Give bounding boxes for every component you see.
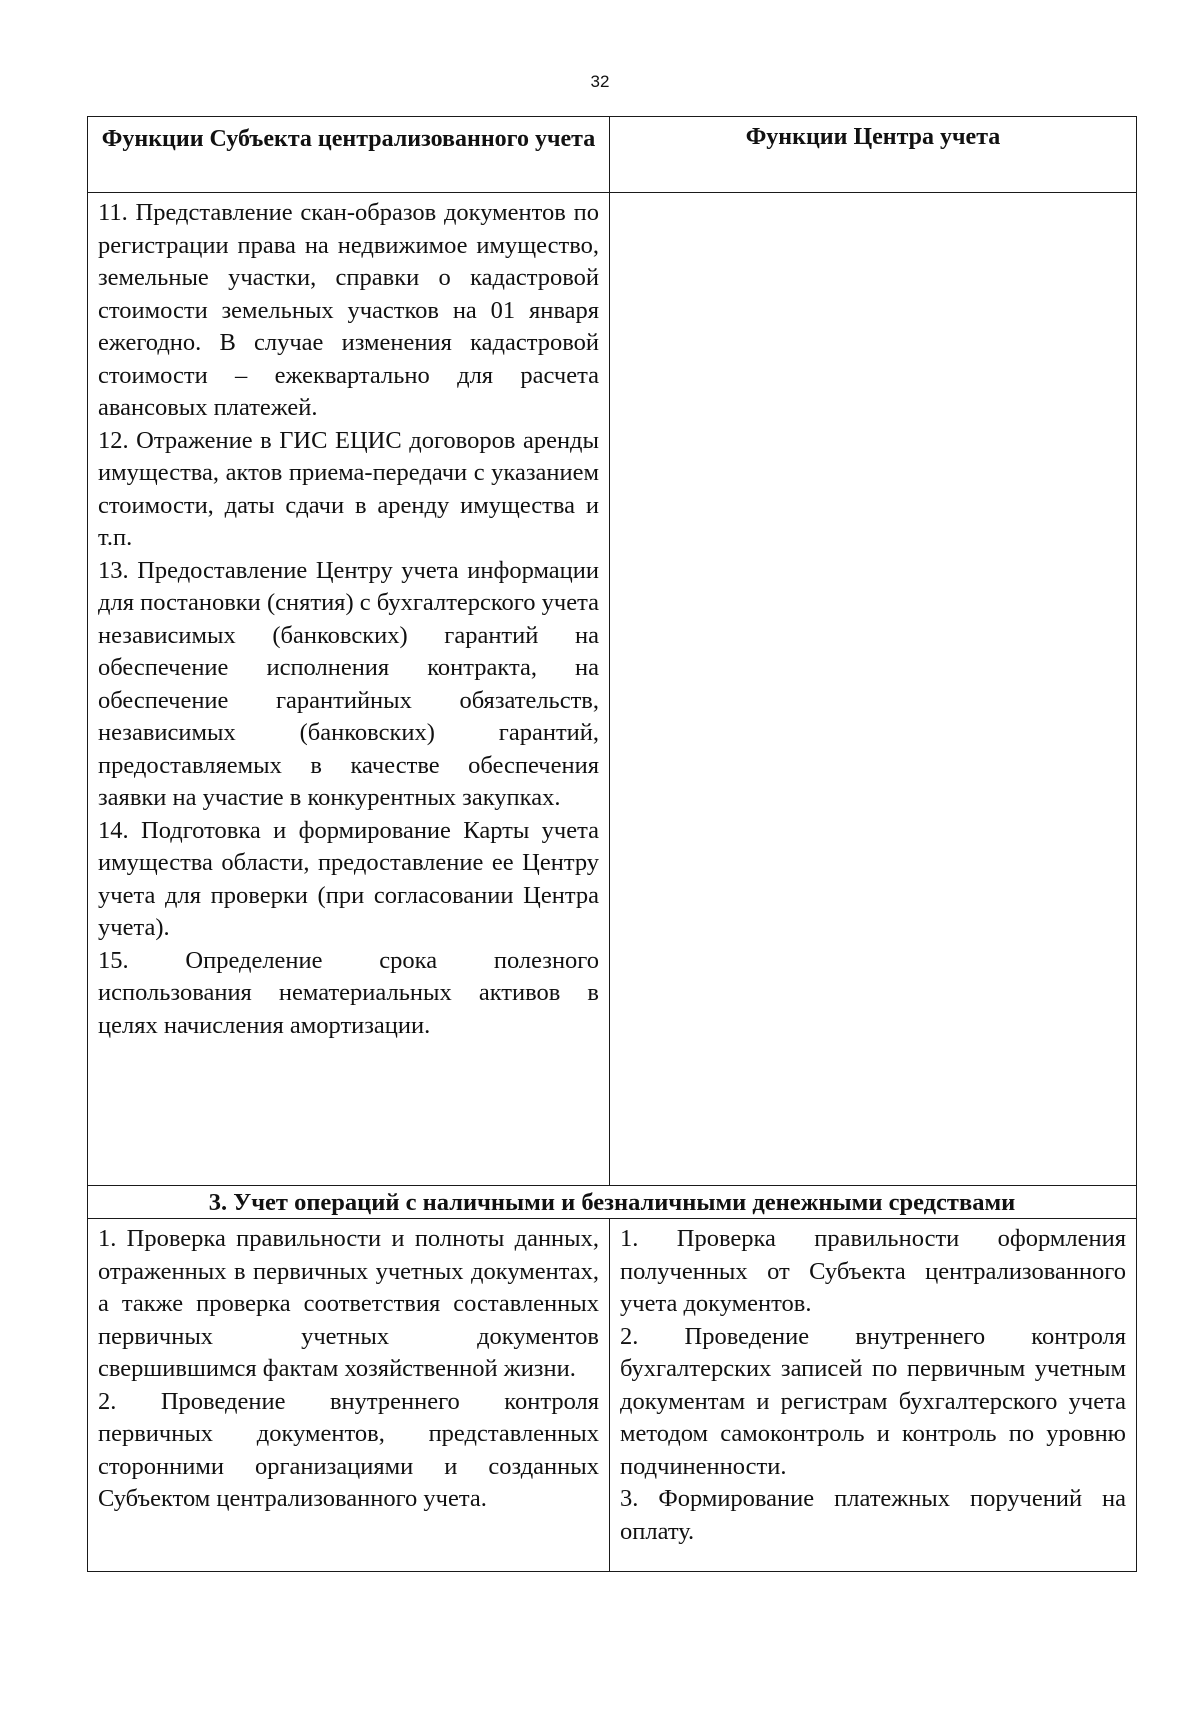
- list-item: 1. Проверка правильности и полноты данных, отраженных в первичных учетных документах, а также проверка соответствия составленных первичных учетных документов свершившимся фактам хозяйственной жизни.: [98, 1225, 599, 1382]
- list-item: 2. Проведение внутреннего контроля бухгалтерских записей по первичным учетным документам и регистрам бухгалтерского учета методом самоконтроль и контроль по уровню подчиненности.: [620, 1322, 1126, 1480]
- header-left: Функции Субъекта централизованного учета: [88, 117, 610, 193]
- page-number: 32: [590, 72, 610, 91]
- list-item: 14. Подготовка и формирование Карты учета имущества области, предоставление ее Центру учета для проверки (при согласовании Центра учета).: [98, 816, 599, 941]
- list-item: 1. Проверка правильности оформления полученных от Субъекта централизованного учета документов.: [620, 1225, 1126, 1317]
- list-item: 11. Представление скан-образов документов по регистрации права на недвижимое имущество, земельные участки, справки о кадастровой стоимости земельных участков на 01 января ежегодно. В случае изменения кадастровой стоимости – ежеквартально для расчета авансовых платежей.: [98, 199, 599, 421]
- section-3-title: 3. Учет операций с наличными и безналичными денежными средствами: [88, 1186, 1137, 1219]
- list-item: 12. Отражение в ГИС ЕЦИС договоров аренды имущества, актов приема-передачи с указанием стоимости, даты сдачи в аренду имущества и т.п.: [98, 426, 599, 551]
- table-row: [88, 1219, 1137, 1572]
- right-cell-section-1-empty: [610, 193, 1137, 1186]
- left-cell-section-1: [88, 193, 610, 1186]
- list-item: 15. Определение срока полезного использования нематериальных активов в целях начисления амортизации.: [98, 946, 599, 1039]
- list-item: 3. Формирование платежных поручений на оплату.: [620, 1485, 1126, 1545]
- list-item: 13. Предоставление Центру учета информации для постановки (снятия) с бухгалтерского учета независимых (банковских) гарантий на обеспечение исполнения контракта, на обеспечение гарантийных обязательств, независимых (банковских) гарантий, предоставляемых в качестве обеспечения заявки на участие в конкурентных закупках.: [98, 556, 599, 811]
- table-row: [88, 193, 1137, 1186]
- left-cell-section-3: [88, 1219, 610, 1572]
- right-cell-section-3: [610, 1219, 1137, 1572]
- section-title-row: [88, 1186, 1137, 1219]
- header-right: Функции Центра учета: [610, 117, 1137, 193]
- list-item: 2. Проведение внутреннего контроля первичных документов, представленных сторонними организациями и созданных Субъектом централизованного учета.: [98, 1387, 599, 1512]
- functions-table: [87, 116, 1137, 1572]
- table-header-row: [88, 117, 1137, 193]
